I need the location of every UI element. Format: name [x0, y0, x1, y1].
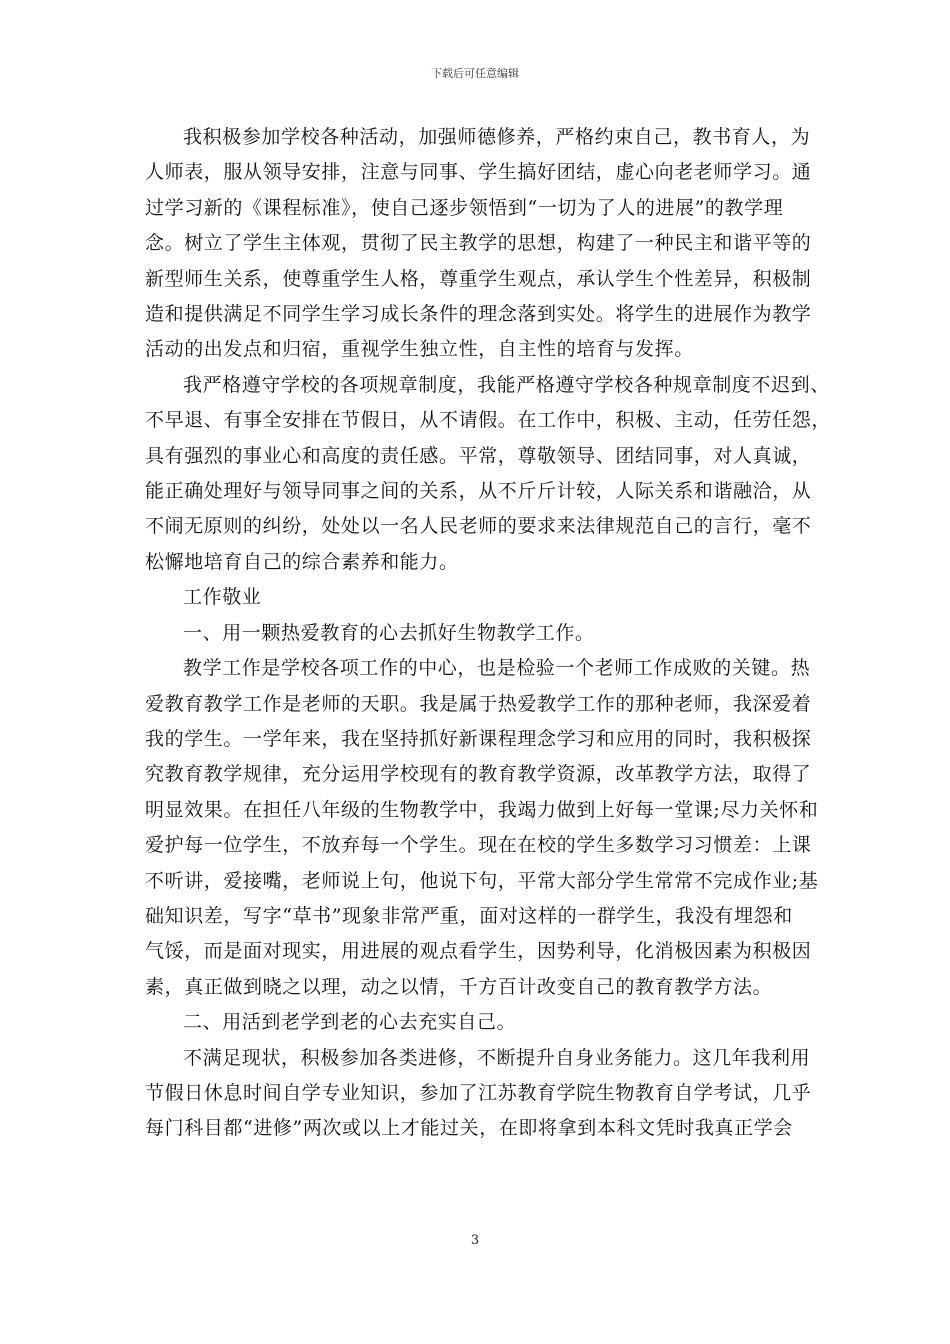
text-line: 每门科目都“进修”两次或以上才能过关，在即将拿到本科文凭时我真正学会	[145, 1117, 793, 1140]
text-line: 不早退、有事全安排在节假日，从不请假。在工作中，积极、主动，任劳任怨，	[145, 409, 832, 432]
text-line: 松懈地培育自己的综合素养和能力。	[145, 550, 459, 573]
text-line: 具有强烈的事业心和高度的责任感。平常，尊敬领导、团结同事，对人真诚，	[145, 444, 812, 467]
text-line: 素，真正做到晓之以理，动之以情，千方百计改变自己的教育教学方法。	[145, 975, 773, 998]
text-line: 不满足现状，积极参加各类进修，不断提升自身业务能力。这几年我利用	[183, 1046, 811, 1069]
text-line: 教学工作是学校各项工作的中心，也是检验一个老师工作成败的关键。热	[183, 657, 811, 680]
text-line: 造和提供满足不同学生学习成长条件的理念落到实处。将学生的进展作为教学	[145, 303, 812, 326]
paragraph-1	[145, 120, 812, 368]
text-line: 爱护每一位学生，不放弃每一个学生。现在在校的学生多数学习习惯差：上课	[145, 834, 812, 857]
text-line: 我的学生。一学年来，我在坚持抓好新课程理念学习和应用的同时，我积极探	[145, 727, 812, 750]
text-line: 不闹无原则的纠纷，处处以一名人民老师的要求来法律规范自己的言行，毫不	[145, 515, 812, 538]
text-line: 新型师生关系，使尊重学生人格，尊重学生观点，承认学生个性差异，积极制	[145, 267, 812, 290]
text-line: 过学习新的《课程标准》，使自己逐步领悟到“一切为了人的进展”的教学理	[145, 196, 784, 219]
text-line: 我积极参加学校各种活动，加强师德修养，严格约束自己，教书育人，为	[183, 126, 811, 148]
text-line: 究教育教学规律，充分运用学校现有的教育教学资源，改革教学方法，取得了	[145, 763, 812, 786]
text-line: 我严格遵守学校的各项规章制度，我能严格遵守学校各种规章制度不迟到、	[183, 373, 830, 396]
text-line: 活动的出发点和归宿，重视学生独立性，自主性的培育与发挥。	[145, 338, 694, 361]
text-line: 节假日休息时间自学专业知识，参加了江苏教育学院生物教育自学考试，几乎	[145, 1081, 812, 1104]
page-header: 下载后可任意编辑	[431, 67, 519, 80]
text-line: 气馁，而是面对现实，用进展的观点看学生，因势利导，化消极因素为积极因	[145, 940, 812, 963]
text-line: 爱教育教学工作是老师的天职。我是属于热爱教学工作的那种老师，我深爱着	[145, 692, 812, 715]
paragraph-3	[145, 651, 819, 1005]
paragraph-4	[145, 1041, 812, 1147]
section-title: 工作敬业	[183, 586, 262, 609]
subheading-2: 二、用活到老学到老的心去充实自己。	[183, 1011, 517, 1034]
text-line: 础知识差，写字“草书”现象非常严重，面对这样的一群学生，我没有埋怨和	[145, 904, 793, 927]
text-line: 人师表，服从领导安排，注意与同事、学生搞好团结，虚心向老老师学习。通	[145, 161, 812, 184]
page-number: 3	[470, 1233, 480, 1248]
text-line: 念。树立了学生主体观，贯彻了民主教学的思想，构建了一种民主和谐平等的	[145, 232, 812, 255]
text-line: 明显效果。在担任八年级的生物教学中，我竭力做到上好每一堂课;尽力关怀和	[145, 798, 819, 821]
text-line: 能正确处理好与领导同事之间的关系，从不斤斤计较，人际关系和谐融洽，从	[145, 480, 812, 503]
text-line: 不听讲，爱接嘴，老师说上句，他说下句，平常大部分学生常常不完成作业;基	[145, 869, 819, 892]
subheading-1: 一、用一颗热爱教育的心去抓好生物教学工作。	[183, 621, 595, 644]
paragraph-2	[145, 368, 832, 580]
document-body	[145, 120, 832, 1147]
